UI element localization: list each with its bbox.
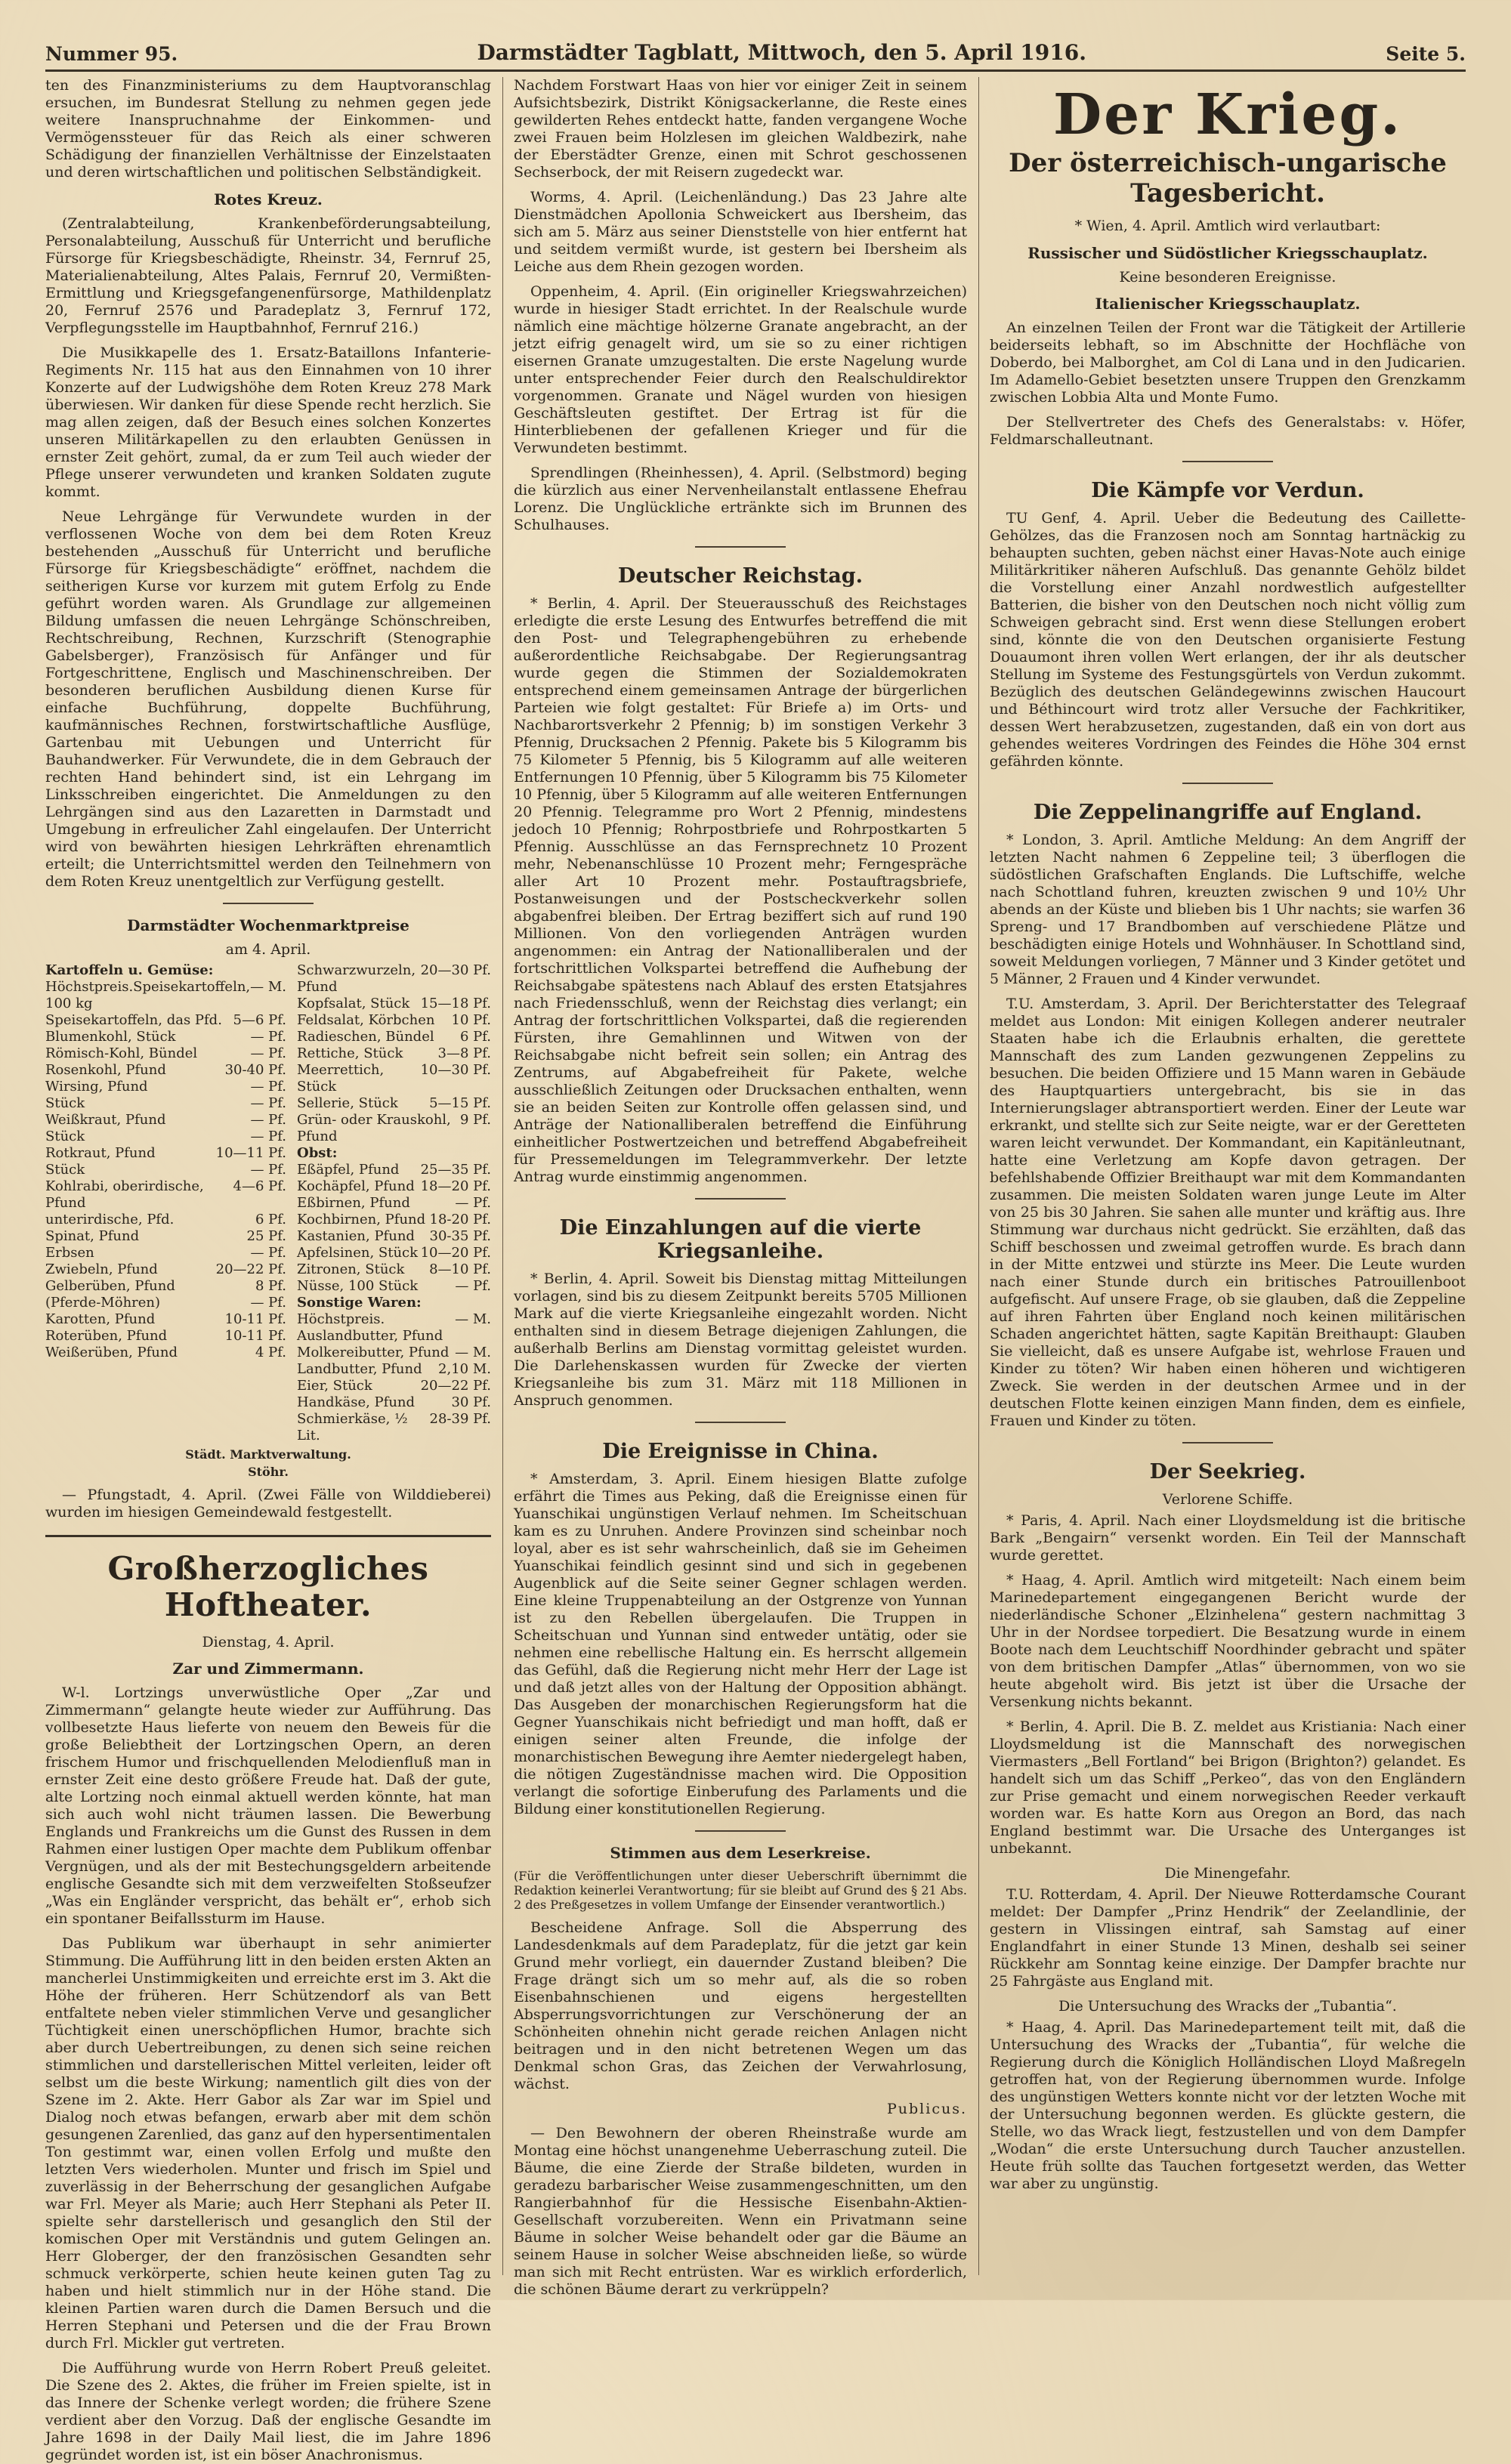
market-item-price: 10—11 Pf.	[215, 1145, 287, 1161]
article-text: Die Aufführung wurde von Herrn Robert Preuß geleitet. Die Szene des 2. Aktes, die früher im Freien spielte, ist in das Innere der Schenke verlegt worden; die frühere Szene verdient aber den Vorzug. Daß der englische Gesandte im Jahre 1698 in der Daily Mail liest, die im Jahre 1896 gegründet worden ist, ist ein böser Anachronismus.	[45, 2360, 491, 2463]
separator	[695, 1422, 786, 1423]
article-text: An einzelnen Teilen der Front war die Tätigkeit der Artillerie beiderseits lebhaft, so im Abschnitte der Hochfläche von Doberdo, bei Malborghet, am Col di Lana und in den Judicarien. Im Adamello-Gebiet besetzten unsere Truppen den Grenzkamm zwischen Lobbia Alta und Monte Fumo.	[990, 320, 1466, 406]
market-item-name: Radieschen, Bündel	[297, 1029, 434, 1045]
market-item-name: Sellerie, Stück	[297, 1095, 398, 1111]
market-item-name: Sonstige Waren:	[297, 1295, 422, 1311]
market-row	[297, 1112, 491, 1145]
market-item-price: 10—30 Pf.	[420, 1062, 491, 1078]
market-item-price: 10-11 Pf.	[224, 1328, 287, 1344]
market-row	[297, 1311, 491, 1345]
page-number: Seite 5.	[1386, 43, 1466, 65]
market-row	[45, 1095, 286, 1112]
market-item-name: Feldsalat, Körbchen	[297, 1012, 435, 1028]
article-text: TU Genf, 4. April. Ueber die Bedeutung des Caillette-Gehölzes, das die Franzosen noch am Sonntag hartnäckig zu behaupten suchten, geben nächst einer Havas-Note auch einige Militärkritiker näheren Aufschluß. Das genannte Gehölz bildet die Vorstellung einer Anzahl nordwestlich aufgestellter Batterien, die bisher von den Deutschen noch nicht völlig zum Schweigen gebracht sind. Erst wenn diese Stellungen erobert sind, könnte die von den Deutschen organisierte Festung Douaumont ihren vollen Wert erlangen, der ihr als deutscher Stellung im Systeme des Festungsgürtels von Verdun zukommt. Bezüglich des deutschen Geländegewinns zwischen Haucourt und Béthincourt wird trotz aller Versuche der Fachkritiker, dessen Wert herabzusetzen, zugestanden, daß ein von dort aus gehendes weiteres Vordringen des Feindes die Höhe 304 ernst gefährden könnte.	[990, 510, 1466, 770]
market-item-price: — Pf.	[250, 1112, 287, 1128]
market-row	[297, 1295, 491, 1311]
market-item-price: 2,10 M.	[438, 1361, 491, 1377]
separator	[695, 546, 786, 548]
market-item-price: 18-20 Pf.	[429, 1212, 491, 1227]
article-text: Sprendlingen (Rheinhessen), 4. April. (Selbstmord) beging die kürzlich aus einer Nervenheilanstalt entlassene Ehefrau Lorenz. Die Unglückliche ertränkte sich im Brunnen des Schulhauses.	[514, 465, 967, 533]
war-headline: Der Krieg.	[1052, 82, 1402, 147]
article-text: Das Publikum war überhaupt in sehr animierter Stimmung. Die Aufführung litt in den beiden ersten Akten an mancherlei Unstimmigkeiten und erreichte erst im 3. Akt die Höhe der früheren. Herr Schützendorf als van Bett entfaltete neben vieler stimmlichen Verve und gesanglicher Tüchtigkeit einen unerschöpflichen Humor, brachte sich aber durch Uebertreibungen, zu denen sich seine reichen stimmlichen und darstellerischen Mittel verleiten, leider oft selbst um die beste Wirkung; namentlich gilt dies von der Szene im 2. Akte. Herr Gabor als Zar war im Spiel und Dialog noch etwas befangen, erwarb aber mit dem schön gesungenen Zarenlied, das ganz auf den hypersentimentalen Ton gestimmt war, einen vollen Erfolg und mußte den letzten Vers wiederholen. Munter und frisch im Spiel und zuverlässig in der Beherrschung der gesanglichen Aufgabe war Frl. Meyer als Marie; auch Herr Stephani als Peter II. spielte sehr darstellerisch und gesanglich den Stil der komischen Oper mit Verständnis und gutem Gelingen an. Herr Globerger, der den französischen Gesandten sehr schmuck verkörperte, schien heute keinen guten Tag zu haben und hielt stimmlich nur in der Höhe stand. Die kleinen Partien waren durch die Damen Bersuch und die Herren Stephani und Petersen und die der Frau Brown durch Frl. Mickler gut vertreten.	[45, 1935, 491, 2351]
market-row	[45, 1045, 286, 1062]
market-item-name: Kohlrabi, oberirdische, Pfund	[45, 1178, 204, 1211]
section-heading: Großherzogliches Hoftheater.	[107, 1550, 429, 1623]
article-text: * Haag, 4. April. Amtlich wird mitgeteilt: Nach einem beim Marinedepartement eingegangenen Bericht wurde der niederländische Schoner „Elzinhelena“ gestern nachmittag 3 Uhr in der Nordsee torpediert. Die Besatzung wurde in einem Boote nach dem Leuchtschiff Noordhinder gebracht und später von dem britischen Dampfer „Atlas“ übernommen, von wo sie heute abgeholt wird. Bis jetzt ist über die Ursache der Versenkung nichts bekannt.	[990, 1572, 1466, 1710]
article-text: — Pfungstadt, 4. April. (Zwei Fälle von Wilddieberei) wurden im hiesigen Gemeindewald festgestellt.	[45, 1487, 491, 1521]
market-item-price: 5—15 Pf.	[429, 1095, 491, 1111]
market-item-price: 20—22 Pf.	[420, 1378, 491, 1394]
market-item-name: unterirdische, Pfd.	[45, 1212, 175, 1227]
market-item-price: — Pf.	[250, 1129, 287, 1144]
market-item-name: Eßäpfel, Pfund	[297, 1162, 400, 1178]
column-divider	[978, 77, 979, 2275]
subsection-heading: Die Minengefahr.	[1164, 1865, 1291, 1882]
market-row	[297, 1095, 491, 1112]
market-row	[45, 1261, 286, 1278]
market-item-name: Weißkraut, Pfund	[45, 1112, 166, 1128]
market-item-price: 28-39 Pf.	[429, 1411, 491, 1427]
market-item-price: 5—6 Pf.	[233, 1012, 287, 1028]
section-heading: Die Zeppelinangriffe auf England.	[1033, 801, 1423, 824]
market-item-name: Höchstpreis.Speisekartoffeln, 100 kg	[45, 979, 251, 1011]
article-text: (Zentralabteilung, Krankenbeförderungsabteilung, Personalabteilung, Ausschuß für Unterricht und berufliche Fürsorge für Kriegsbeschädigte, Rheinstr. 34, Fernruf 25, Materialienabteilung, Altes Palais, Fernruf 20, Vermißten-Ermittlung und Kriegsgefangenenfürsorge, Mathildenplatz 20, Fernruf 2576 und Paradeplatz 3, Fernruf 172, Verpflegungsstelle im Hauptbahnhof, Fernruf 216.)	[45, 215, 491, 336]
section-heading: Der Seekrieg.	[1149, 1460, 1306, 1484]
market-item-name: Schmierkäse, ½ Lit.	[297, 1411, 408, 1444]
market-row	[45, 1079, 286, 1095]
market-row	[45, 1328, 286, 1345]
column-1	[45, 77, 491, 2463]
article-text: W-l. Lortzings unverwüstliche Oper „Zar und Zimmermann“ gelangte heute wieder zur Aufführung. Das vollbesetzte Haus lieferte von neuem den Beweis für die große Beliebtheit der Lortzingschen Opern, an deren frischem Humor und frischquellenden Melodienfluß man in ernster Zeit eine desto größere Freude hat. Daß der gute, alte Lortzing noch einmal aktuell werden könnte, hat man sich auch wohl nicht träumen lassen. Die Bewerbung Englands und Frankreichs um die Gunst des Russen in dem Rahmen einer lustigen Oper machte dem Publikum offenbar Vergnügen, und als der mit Bestechungsgeldern arbeitende englische Gesandte sich mit dem verzweifelten Stoßseufzer „Was ein Engländer verspricht, das behält er“, erhob sich ein spontaner Beifallssturm im Hause.	[45, 1684, 491, 1927]
market-row	[297, 1212, 491, 1228]
article-text: * Paris, 4. April. Nach einer Lloydsmeldung ist die britische Bark „Bengairn“ versenkt worden. Ein Teil der Mannschaft wurde gerettet.	[990, 1512, 1466, 1564]
article-text: T.U. Amsterdam, 3. April. Der Berichterstatter des Telegraaf meldet aus London: Mit einigen Kollegen anderer neutraler Staaten habe ich die Erlaubnis erhalten, die gerettete Mannschaft des zum Landen gezwungenen Zeppelins zu besuchen. Die beiden Offiziere und 15 Mann waren in Gebäude des Hauptquartiers untergebracht, bis sie in das Internierungslager abtransportiert werden. Einer der Leute war erkrankt, und stellte sich zur Seite neigte, war er der Geretteten waren leicht verwundet. Der Kommandant, ein Kapitänleutnant, hatte eine Verletzung am Kopfe davon getragen. Der befehlshabende Offizier Breithaupt war mit dem Kommandanten zusammen. Die meisten Soldaten waren junge Leute im Alter von 25 bis 30 Jahren. Sie sahen alle munter und kräftig aus. Ihre Stimmung war durchaus nicht gedrückt. Sie erzählten, daß das Schiff beschossen und zweimal getroffen wurde. Es brach dann in der Mitte entzwei und stürzte ins Meer. Die Leute wurden nach einer Stunde durch ein britisches Patrouillenboot aufgefischt. Auf unsere Frage, ob sie glauben, daß die Zeppeline auf ihren Fahrten über England noch keinen militärischen Schaden angerichtet hätten, sagte Kapitän Breithaupt: Glauben Sie vielleicht, daß es unsere Aufgabe ist, wehrlose Frauen und Kinder zu töten? Wir haben einen höheren und wichtigeren Zweck. Sie werden in der deutschen Armee und in der deutschen Flotte keinen einzigen Mann finden, dem es einfiele, Frauen und Kinder zu töten.	[990, 996, 1466, 1429]
column-3	[990, 77, 1466, 2275]
article-text: * Wien, 4. April. Amtlich wird verlautbart:	[1074, 218, 1381, 234]
market-item-name: Stück	[45, 1095, 85, 1111]
market-row	[45, 1345, 286, 1361]
subsection-heading: Italienischer Kriegsschauplatz.	[1095, 295, 1361, 313]
market-item-price: 9 Pf.	[459, 1112, 491, 1128]
market-row	[297, 1245, 491, 1261]
disclaimer-note: (Für die Veröffentlichungen unter dieser Ueberschrift übernimmt die Redaktion keinerlei Verantwortung; für sie bleibt auf Grund des § 21 Abs. 2 des Preßgesetzes in vollem Umfange der Einsender verantwortlich.)	[514, 1869, 967, 1912]
article-text: * Amsterdam, 3. April. Einem hiesigen Blatte zufolge erfährt die Times aus Peking, daß die Ereignisse einen für Yuanschikai ungünstigen Verlauf nehmen. Im Scheitschuan kam es zu Unruhen. Andere Provinzen sind scheinbar noch loyal, aber es ist sehr wahrscheinlich, daß sie im Geheimen Yuanschikai feindlich gesinnt sind und sich in gegebenen Augenblick auf die Seite seiner Gegner schlagen werden. Eine kleine Truppenabteilung an der Ostgrenze von Yunnan ist zu den Rebellen übergelaufen. Die Truppen in Scheitschuan und Yunnan sind entweder untätig, oder sie nehmen eine rebellische Haltung ein. Es herrscht allgemein das Gefühl, daß die Regierung nicht mehr Herr der Lage ist und daß jetzt alles von der Haltung der Opposition abhängt. Das Ausgeben der monarchischen Regierungsform hat die Gegner Yuanschikais nicht befriedigt und man hofft, daß er einigen seiner alten Freunde, die infolge der monarchistischen Bewegung ihre Aemter niedergelegt haben, die nötigen Zugeständnisse machen wird. Die Opposition verlangt die sofortige Einberufung des Parlaments und die Bildung einer konstitutionellen Regierung.	[514, 1471, 967, 1817]
market-row	[297, 1178, 491, 1195]
market-row	[297, 1045, 491, 1062]
market-price-table	[45, 962, 491, 1444]
market-row	[297, 1162, 491, 1178]
market-item-name: Gelberüben, Pfund	[45, 1278, 175, 1294]
market-item-price: — M.	[250, 979, 287, 995]
masthead-bar	[45, 30, 1466, 72]
market-item-price: 10-11 Pf.	[224, 1311, 287, 1327]
market-item-price: 10 Pf.	[451, 1012, 491, 1028]
market-row	[297, 1012, 491, 1029]
article-text: * Berlin, 4. April. Die B. Z. meldet aus Kristiania: Nach einer Lloydsmeldung ist die Mannschaft des norwegischen Viermasters „Bell Fortland“ bei Brigon (Brighton?) gelandet. Es handelt sich um das Schiff „Perkeo“, das von den Engländern zur Prise gemacht und einem norwegischen Reeder verkauft worden war. Es hatte Korn aus Oregon an Bord, das nach England bestimmt war. Die Ursache des Unterganges ist unbekannt.	[990, 1718, 1466, 1857]
market-row	[45, 1012, 286, 1029]
market-item-name: Kartoffeln u. Gemüse:	[45, 962, 214, 978]
market-item-price: 20—30 Pf.	[420, 962, 491, 978]
market-item-name: Spinat, Pfund	[45, 1228, 140, 1244]
market-item-name: Stück	[45, 1129, 85, 1144]
market-signature: Städt. Marktverwaltung.	[185, 1447, 351, 1462]
market-item-price: 18—20 Pf.	[420, 1178, 491, 1194]
article-text: * Berlin, 4. April. Soweit bis Dienstag mittag Mitteilungen vorlagen, sind bis zu diesem Zeitpunkt bereits 5705 Millionen Mark auf die vierte Kriegsanleihe eingezahlt worden. Nicht enthalten sind in diesem Betrage diejenigen Zahlungen, die außerhalb Berlins am Dienstag vormittag geleistet wurden. Die Darlehenskassen wurden für Zwecke der vierten Kriegsanleihe bis zum 31. März mit 118 Millionen in Anspruch genommen.	[514, 1271, 967, 1409]
market-item-name: Rosenkohl, Pfund	[45, 1062, 166, 1078]
market-item-name: Rettiche, Stück	[297, 1045, 403, 1061]
market-item-name: Eßbirnen, Pfund	[297, 1195, 410, 1211]
subsection-heading: Die Untersuchung des Wracks der „Tubantia“.	[1058, 1998, 1397, 2015]
market-item-name: Obst:	[297, 1145, 338, 1161]
market-row	[45, 962, 286, 979]
market-row	[297, 1145, 491, 1162]
market-item-price: — Pf.	[250, 1245, 287, 1261]
section-heading: Der österreichisch-ungarische Tagesbericht.	[1009, 148, 1447, 208]
market-row	[45, 1311, 286, 1328]
market-row	[297, 1029, 491, 1045]
market-row	[297, 1278, 491, 1295]
market-row	[45, 1029, 286, 1045]
market-column-left	[45, 962, 286, 1444]
market-item-price: 15—18 Pf.	[420, 996, 491, 1011]
market-item-price: 30-35 Pf.	[429, 1228, 491, 1244]
article-text: * Berlin, 4. April. Der Steuerausschuß des Reichstages erledigte die erste Lesung des Entwurfes betreffend die mit den Post- und Telegraphengebühren zu erhebende außerordentliche Reichsabgabe. Der Regierungsantrag wurde gegen die Stimmen der Sozialdemokraten entsprechend einem gemeinsamen Antrage der bürgerlichen Parteien wie folgt gestaltet: Für Briefe a) im Orts- und Nachbarortsverkehr 2 Pfennig; b) im sonstigen Verkehr 3 Pfennig, Drucksachen 2 Pfennig. Pakete bis 5 Kilogramm bis 75 Kilometer 5 Pfennig, bis 5 Kilogramm auf alle weiteren Entfernungen 10 Pfennig, über 5 Kilogramm bis 75 Kilometer 10 Pfennig, über 5 Kilogramm auf alle weiteren Entfernungen 20 Pfennig. Telegramme pro Wort 2 Pfennig, mindestens jedoch 10 Pfennig; Rohrpostbriefe und Rohrpostkarten 5 Pfennig. Ausschlüsse an das Fernsprechnetz 10 Prozent mehr, Nebenanschlüsse 10 Prozent mehr; Ferngespräche aller Art 10 Prozent mehr. Postauftragsbriefe, Postanweisungen und der Postscheckverkehr sollen abgabenfrei bleiben. Der Ertrag beziffert sich auf rund 190 Millionen. Von den vorliegenden Anträgen wurden angenommen: ein Antrag der Nationalliberalen und der fortschrittlichen Volkspartei betreffend die Aufhebung der Reichsabgabe spätestens nach Ablauf des ersten Etatsjahres nach Friedensschluß, wenn der Reichstag dies verlangt; ein Antrag der fortschrittlichen Volkspartei, daß die regierenden Fürsten, ihre Gemahlinnen und Witwen von der Reichsabgabe nicht befreit sein sollen; ein Antrag des Zentrums, auf Abgabefreiheit für Pakete, welche ausschließlich Zeitungen oder Drucksachen enthalten, wenn sie an beiden Seiten zur Kontrolle offen gelassen sind, und Anträge der Nationalliberalen betreffend die Einführung einheitlicher Postwertzeichen und betreffend Abgabefreiheit für Pressemeldungen im Telegrammverkehr. Der letzte Antrag wurde einstimmig angenommen.	[514, 595, 967, 1185]
market-row	[45, 1112, 286, 1129]
market-item-name: Apfelsinen, Stück	[297, 1245, 419, 1261]
market-row	[297, 1345, 491, 1361]
market-item-price: 8 Pf.	[255, 1278, 287, 1294]
market-row	[45, 979, 286, 1012]
market-item-price: 6 Pf.	[459, 1029, 491, 1045]
market-item-name: Rotkraut, Pfund	[45, 1145, 156, 1161]
market-item-price: — Pf.	[455, 1278, 491, 1294]
market-item-price: 10—20 Pf.	[420, 1245, 491, 1261]
market-row	[297, 1062, 491, 1095]
article-text: T.U. Rotterdam, 4. April. Der Nieuwe Rotterdamsche Courant meldet: Der Dampfer „Prinz Hendrik“ der Zeelandlinie, der gestern in Vlissingen eintraf, sah Samstag auf einer Englandfahrt in einer Stunde 13 Minen, deshalb sei seiner Rückkehr am Sonntag keine einzige. Der Dampfer brachte nur 25 Fahrgäste aus England mit.	[990, 1886, 1466, 1990]
market-item-price: 25—35 Pf.	[420, 1162, 491, 1178]
section-heading: Rotes Kreuz.	[214, 190, 323, 208]
separator	[695, 1198, 786, 1200]
article-text: — Den Bewohnern der oberen Rheinstraße wurde am Montag eine höchst unangenehme Ueberraschung zuteil. Die Bäume, die eine Zierde der Straße bildeten, wurden in geradezu barbarischer Weise zusammengeschnitten, um den Rangierbahnhof für die Hessische Eisenbahn-Aktien-Gesellschaft vorzubereiten. Wenn ein Privatmann seine Bäume in solcher Weise behandelt oder gar die Bäume an seinem Hause in solcher Weise abschneiden ließe, so würde man sich mit Recht entrüsten. War es wirklich erforderlich, die schönen Bäume derart zu verkrüppeln?	[514, 2125, 967, 2298]
market-item-price: — Pf.	[250, 1079, 287, 1095]
market-row	[45, 1145, 286, 1162]
market-item-name: Karotten, Pfund	[45, 1311, 156, 1327]
market-item-price: 4—6 Pf.	[233, 1178, 287, 1194]
market-item-name: (Pferde-Möhren)	[45, 1295, 161, 1311]
market-row	[45, 1245, 286, 1261]
market-row	[297, 1361, 491, 1378]
market-row	[45, 1162, 286, 1178]
market-item-name: Grün- oder Krauskohl, Pfund	[297, 1112, 451, 1144]
market-item-price: 20—22 Pf.	[215, 1261, 287, 1277]
letter-signature: Publicus.	[886, 2101, 967, 2117]
market-item-name: Weißerüben, Pfund	[45, 1345, 178, 1360]
section-heading: Deutscher Reichstag.	[617, 564, 864, 588]
issue-number: Nummer 95.	[45, 43, 178, 65]
section-heading: Die Ereignisse in China.	[602, 1440, 879, 1463]
column-divider	[502, 77, 503, 2275]
article-text: Bescheidene Anfrage. Soll die Absperrung des Landesdenkmals auf dem Paradeplatz, für die jetzt gar kein Grund mehr vorliegt, ein dauernder Zustand bleiben? Die Frage drängt sich um so mehr auf, als die so roben Eisenbahnschienen und eigens hergestellten Absperrungsvorrichtungen zur Verschönerung der an Schönheiten ohnehin nicht gerade reichen Anlagen nicht beitragen und in den nicht betretenen Wegen um das Denkmal schon Gras, das Zeichen der Verwahrlosung, wächst.	[514, 1919, 967, 2092]
newspaper-page	[45, 30, 1466, 2463]
separator	[1182, 461, 1273, 462]
market-row	[297, 1261, 491, 1278]
market-row	[45, 1062, 286, 1079]
market-column-right	[297, 962, 491, 1444]
market-row	[297, 1195, 491, 1212]
separator	[695, 1830, 786, 1832]
market-row	[45, 1212, 286, 1228]
article-text: Die Musikkapelle des 1. Ersatz-Bataillons Infanterie-Regiments Nr. 115 hat aus den Einnahmen von 10 ihrer Konzerte auf der Ludwigshöhe dem Roten Kreuz 278 Mark überwiesen. Wir danken für diese Spende recht herzlich. Sie mag allen zeigen, daß der Besuch eines solchen Konzertes unseren Militärkapellen zu den erlaubten Genüssen in ernster Zeit gehört, zumal, da er zum Teil auch wieder der Pflege unserer verwundeten und kranken Soldaten zugute kommt.	[45, 344, 491, 500]
market-item-name: Zitronen, Stück	[297, 1261, 405, 1277]
subsection-note: Keine besonderen Ereignisse.	[1119, 269, 1336, 286]
article-text: Worms, 4. April. (Leichenländung.) Das 23 Jahre alte Dienstmädchen Apollonia Schweickert aus Ibersheim, das sich am 5. März aus seiner Dienststelle von hier entfernt hat und seitdem vermißt wurde, ist gestern bei Ibersheim als Leiche aus dem Rhein gezogen worden.	[514, 189, 967, 275]
market-item-name: Kochbirnen, Pfund	[297, 1212, 426, 1227]
separator	[45, 1535, 491, 1537]
market-item-price: 8—10 Pf.	[429, 1261, 491, 1277]
market-row	[297, 1394, 491, 1411]
market-item-name: Höchstpreis. Auslandbutter, Pfund	[297, 1311, 443, 1344]
market-date: am 4. April.	[225, 941, 311, 958]
section-heading: Darmstädter Wochenmarktpreise	[127, 916, 409, 934]
market-item-name: Eier, Stück	[297, 1378, 372, 1394]
market-row	[297, 1378, 491, 1394]
market-item-price: — M.	[455, 1311, 491, 1327]
market-item-name: Wirsing, Pfund	[45, 1079, 148, 1095]
market-item-name: Kopfsalat, Stück	[297, 996, 410, 1011]
market-signature-name: Stöhr.	[248, 1465, 289, 1479]
market-item-name: Speisekartoffeln, das Pfd.	[45, 1012, 222, 1028]
market-row	[45, 1129, 286, 1145]
market-item-price: — Pf.	[250, 1029, 287, 1045]
market-item-name: Zwiebeln, Pfund	[45, 1261, 158, 1277]
separator	[223, 903, 314, 904]
market-item-price: — Pf.	[250, 1162, 287, 1178]
market-item-price: 3—8 Pf.	[437, 1045, 491, 1061]
market-item-name: Kochäpfel, Pfund	[297, 1178, 415, 1194]
market-item-name: Nüsse, 100 Stück	[297, 1278, 419, 1294]
market-item-name: Stück	[45, 1162, 85, 1178]
theater-play-title: Zar und Zimmermann.	[172, 1660, 364, 1678]
market-row	[45, 1295, 286, 1311]
market-item-name: Schwarzwurzeln, Pfund	[297, 962, 416, 995]
article-text: * Haag, 4. April. Das Marinedepartement teilt mit, daß die Untersuchung des Wracks der „Tubantia“, für welche die Regierung durch die Königlich Holländischen Lloyd Maßregeln getroffen hat, von der Regierung übernommen wurde. Infolge des ungünstigen Wetters konnte nicht vor der letzten Woche mit der Untersuchung begonnen werden. Es glückte gestern, die Stelle, wo das Wrack liegt, festzustellen und von dem Dampfer „Wodan“ die erste Untersuchung durch Taucher anzustellen. Heute früh sollte das Tauchen fortgesetzt werden, das Wetter war aber zu ungünstig.	[990, 2019, 1466, 2192]
market-item-name: Molkereibutter, Pfund	[297, 1345, 450, 1360]
article-text: * London, 3. April. Amtliche Meldung: An dem Angriff der letzten Nacht nahmen 6 Zeppeline teil; 3 überflogen die südöstlichen Grafschaften Englands. Die Luftschiffe, welche nach Schottland fuhren, kreuzten zwischen 9 und 10½ Uhr abends an der Küste und blieben bis 1 Uhr nachts; sie warfen 36 Spreng- und 17 Brandbomben auf verschiedene Plätze und beschädigten einige Hotels und Wohnhäuser. In Schottland sind, soweit Meldungen vorliegen, 7 Männer und 3 Kinder getötet und 5 Männer, 2 Frauen und 4 Kinder verwundet.	[990, 832, 1466, 987]
subsection-heading: Verlorene Schiffe.	[1162, 1491, 1293, 1508]
market-row	[297, 1228, 491, 1245]
article-text: Neue Lehrgänge für Verwundete wurden in der verflossenen Woche von dem bei dem Roten Kreuz bestehenden „Ausschuß für Unterricht und berufliche Fürsorge für Kriegsbeschädigte“ eröffnet, nachdem die seitherigen Kurse vor kurzem mit gutem Erfolg zu Ende geführt worden waren. Als Grundlage zur allgemeinen Bildung umfassen die neuen Lehrgänge Schönschreiben, Rechtschreibung, Rechnen, Kurzschrift (Stenographie Gabelsberger), Französisch für Anfänger und für Fortgeschrittene, Englisch und Maschinenschreiben. Der besonderen beruflichen Ausbildung dienen Kurse für einfache Buchführung, doppelte Buchführung, kaufmännisches Rechnen, forstwirtschaftliche Ausflüge, Gartenbau mit Uebungen und Unterricht für Bauhandwerker. Für Verwundete, die in dem Gebrauch der rechten Hand behindert sind, ist ein Lehrgang im Linksschreiben eingerichtet. Die Anmeldungen zu den Lehrgängen sind aus den Lazaretten in Darmstadt und Umgebung in erfreulicher Zahl eingelaufen. Der Unterricht wird von bewährten hiesigen Lehrkräften ehrenamtlich erteilt; die Unterrichtsmittel werden den Teilnehmern von dem Roten Kreuz unentgeltlich zur Verfügung gestellt.	[45, 508, 491, 890]
market-item-name: Handkäse, Pfund	[297, 1394, 416, 1410]
market-item-name: Meerrettich, Stück	[297, 1062, 385, 1095]
market-item-price: 4 Pf.	[255, 1345, 287, 1360]
market-item-name: Erbsen	[45, 1245, 94, 1261]
masthead-title: Darmstädter Tagblatt, Mittwoch, den 5. April 1916.	[477, 40, 1086, 65]
market-item-price: — M.	[455, 1345, 491, 1360]
market-item-name: Kastanien, Pfund	[297, 1228, 415, 1244]
market-row	[297, 962, 491, 996]
market-item-name: Roterüben, Pfund	[45, 1328, 168, 1344]
market-item-price: 6 Pf.	[255, 1212, 287, 1227]
section-heading: Stimmen aus dem Leserkreise.	[610, 1844, 871, 1862]
separator	[1182, 783, 1273, 784]
separator	[1182, 1442, 1273, 1444]
column-2	[514, 77, 967, 2298]
report-signature: Der Stellvertreter des Chefs des Generalstabs: v. Höfer, Feldmarschalleutnant.	[990, 414, 1466, 448]
market-item-price: — Pf.	[250, 1095, 287, 1111]
market-item-price: — Pf.	[455, 1195, 491, 1211]
market-item-price: 30-40 Pf.	[224, 1062, 287, 1078]
section-heading: Die Kämpfe vor Verdun.	[1091, 479, 1364, 502]
market-item-price: — Pf.	[250, 1295, 287, 1311]
market-row	[45, 1278, 286, 1295]
article-text: Nachdem Forstwart Haas von hier vor einiger Zeit in seinem Aufsichtsbezirk, Distrikt Königsackerlanne, die Reste eines gewilderten Rehes entdeckt hatte, fanden vergangene Woche zwei Frauen beim Holzlesen im gleichen Waldbezirk, nahe der Eberstädter Grenze, einen mit Schrot geschossenen Sechserbock, der mit Reisern zugedeckt war.	[514, 77, 967, 181]
market-item-price: 30 Pf.	[451, 1394, 491, 1410]
market-item-name: Römisch-Kohl, Bündel	[45, 1045, 198, 1061]
market-row	[45, 1178, 286, 1212]
market-item-price: — Pf.	[250, 1045, 287, 1061]
theater-date: Dienstag, 4. April.	[202, 1634, 335, 1650]
article-text: ten des Finanzministeriums zu dem Hauptvoranschlag ersuchen, im Bundesrat Stellung zu nehmen gegen jede weitere Inanspruchnahme der Einkommen- und Vermögenssteuer für das Reich als einer schweren Schädigung der finanziellen Verhältnisse der Einzelstaaten und deren wirtschaftlichen und politischen Selbständigkeit.	[45, 77, 491, 181]
market-item-price: 25 Pf.	[246, 1228, 287, 1244]
section-heading: Die Einzahlungen auf die vierte Kriegsanleihe.	[559, 1216, 922, 1263]
subsection-heading: Russischer und Südöstlicher Kriegsschauplatz.	[1027, 244, 1428, 262]
market-item-name: Blumenkohl, Stück	[45, 1029, 176, 1045]
market-row	[297, 1411, 491, 1444]
market-row	[45, 1228, 286, 1245]
market-row	[297, 996, 491, 1012]
market-item-name: Landbutter, Pfund	[297, 1361, 422, 1377]
article-text: Oppenheim, 4. April. (Ein origineller Kriegswahrzeichen) wurde in hiesiger Stadt errichtet. In der Realschule wurde nämlich eine mächtige hölzerne Granate angebracht, an der jetzt eifrig genagelt wird, um sie so zu einer richtigen eisernen Granate umzugestalten. Die erste Nagelung wurde unter entsprechender Feier durch den Realschuldirektor vorgenommen. Granate und Nägel wurden von hiesigen Geschäftsleuten gestiftet. Der Ertrag ist für die Hinterbliebenen der gefallenen Krieger und für die Verwundeten bestimmt.	[514, 283, 967, 456]
